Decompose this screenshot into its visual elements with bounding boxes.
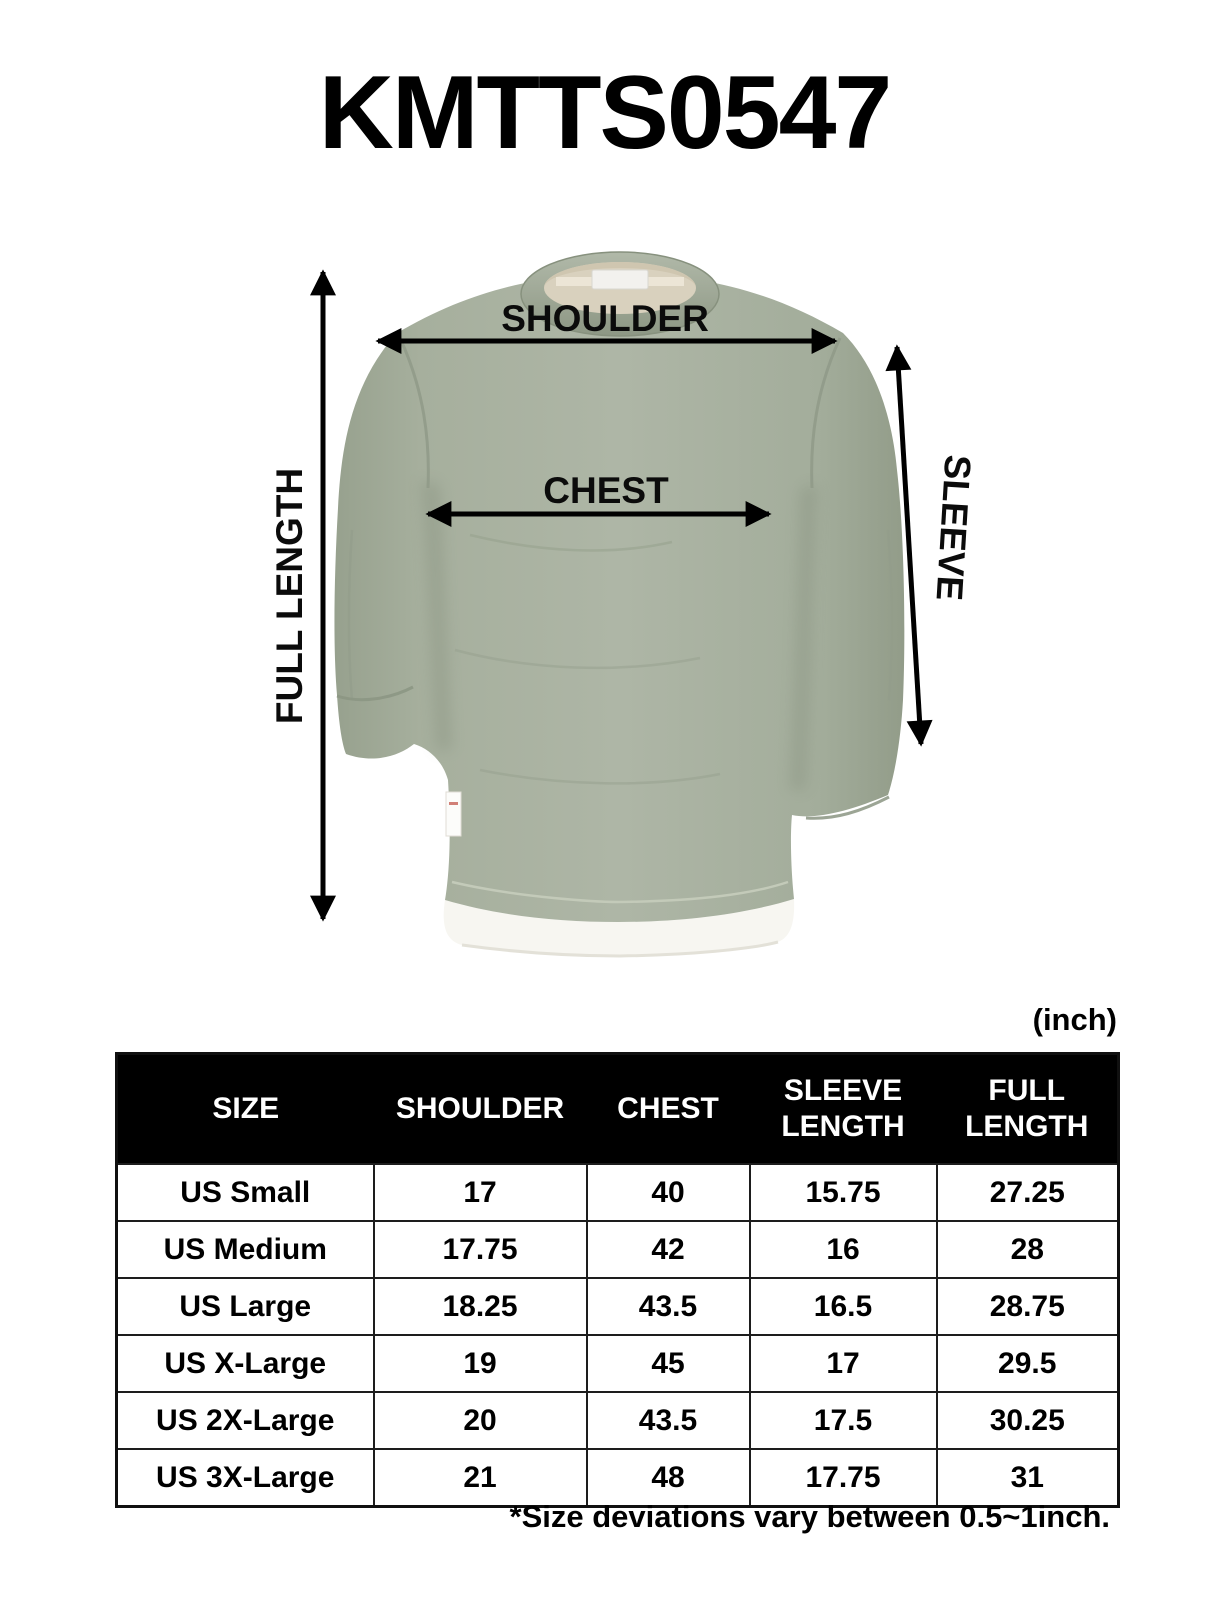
cell-chest: 40 — [587, 1164, 750, 1221]
shirt-illustration — [334, 252, 904, 956]
cell-size: US X-Large — [117, 1335, 374, 1392]
shirt-measurement-diagram — [0, 230, 1230, 995]
col-header-sleeve-length: SLEEVE LENGTH — [750, 1054, 937, 1165]
cell-sleeve-length: 15.75 — [750, 1164, 937, 1221]
cell-sleeve-length: 17 — [750, 1335, 937, 1392]
cell-shoulder: 17 — [374, 1164, 587, 1221]
table-row-us-medium — [117, 1221, 1119, 1278]
table-row-us-x-large — [117, 1335, 1119, 1392]
table-row-us-small — [117, 1164, 1119, 1221]
cell-full-length: 30.25 — [937, 1392, 1119, 1449]
table-row-us-large — [117, 1278, 1119, 1335]
chest-label: CHEST — [543, 470, 669, 511]
cell-full-length: 28.75 — [937, 1278, 1119, 1335]
cell-full-length: 28 — [937, 1221, 1119, 1278]
shirt-body — [334, 274, 904, 922]
cell-chest: 43.5 — [587, 1392, 750, 1449]
full-length-label: FULL LENGTH — [269, 467, 310, 725]
col-header-full-length: FULL LENGTH — [937, 1054, 1119, 1165]
cell-chest: 48 — [587, 1449, 750, 1507]
cell-sleeve-length: 17.75 — [750, 1449, 937, 1507]
shoulder-label: SHOULDER — [501, 298, 709, 339]
cell-chest: 45 — [587, 1335, 750, 1392]
cell-size: US Large — [117, 1278, 374, 1335]
col-header-chest: CHEST — [587, 1054, 750, 1165]
size-chart-header-row — [117, 1054, 1119, 1165]
cell-full-length: 29.5 — [937, 1335, 1119, 1392]
cell-shoulder: 21 — [374, 1449, 587, 1507]
page-title: KMTTS0547 — [318, 55, 891, 171]
sleeve-measure — [897, 347, 978, 744]
cell-shoulder: 18.25 — [374, 1278, 587, 1335]
cell-chest: 43.5 — [587, 1278, 750, 1335]
cell-full-length: 27.25 — [937, 1164, 1119, 1221]
size-deviation-note: *Size deviations vary between 0.5~1inch. — [509, 1499, 1110, 1534]
unit-label: (inch) — [1032, 1002, 1117, 1037]
cell-shoulder: 17.75 — [374, 1221, 587, 1278]
cell-shoulder: 19 — [374, 1335, 587, 1392]
cell-size: US Medium — [117, 1221, 374, 1278]
cell-sleeve-length: 17.5 — [750, 1392, 937, 1449]
full-length-measure — [269, 272, 323, 919]
cell-chest: 42 — [587, 1221, 750, 1278]
cell-sleeve-length: 16.5 — [750, 1278, 937, 1335]
cell-full-length: 31 — [937, 1449, 1119, 1507]
table-row-us-2x-large — [117, 1392, 1119, 1449]
cell-size: US 3X-Large — [117, 1449, 374, 1507]
col-header-size: SIZE — [117, 1054, 374, 1165]
collar-inner-label — [592, 270, 648, 289]
cell-size: US Small — [117, 1164, 374, 1221]
side-seam-tag — [446, 792, 461, 836]
cell-shoulder: 20 — [374, 1392, 587, 1449]
cell-size: US 2X-Large — [117, 1392, 374, 1449]
table-row-us-3x-large — [117, 1449, 1119, 1507]
cell-sleeve-length: 16 — [750, 1221, 937, 1278]
col-header-shoulder: SHOULDER — [374, 1054, 587, 1165]
sleeve-label: SLEEVE — [928, 453, 979, 602]
size-chart-table — [115, 1052, 1120, 1508]
